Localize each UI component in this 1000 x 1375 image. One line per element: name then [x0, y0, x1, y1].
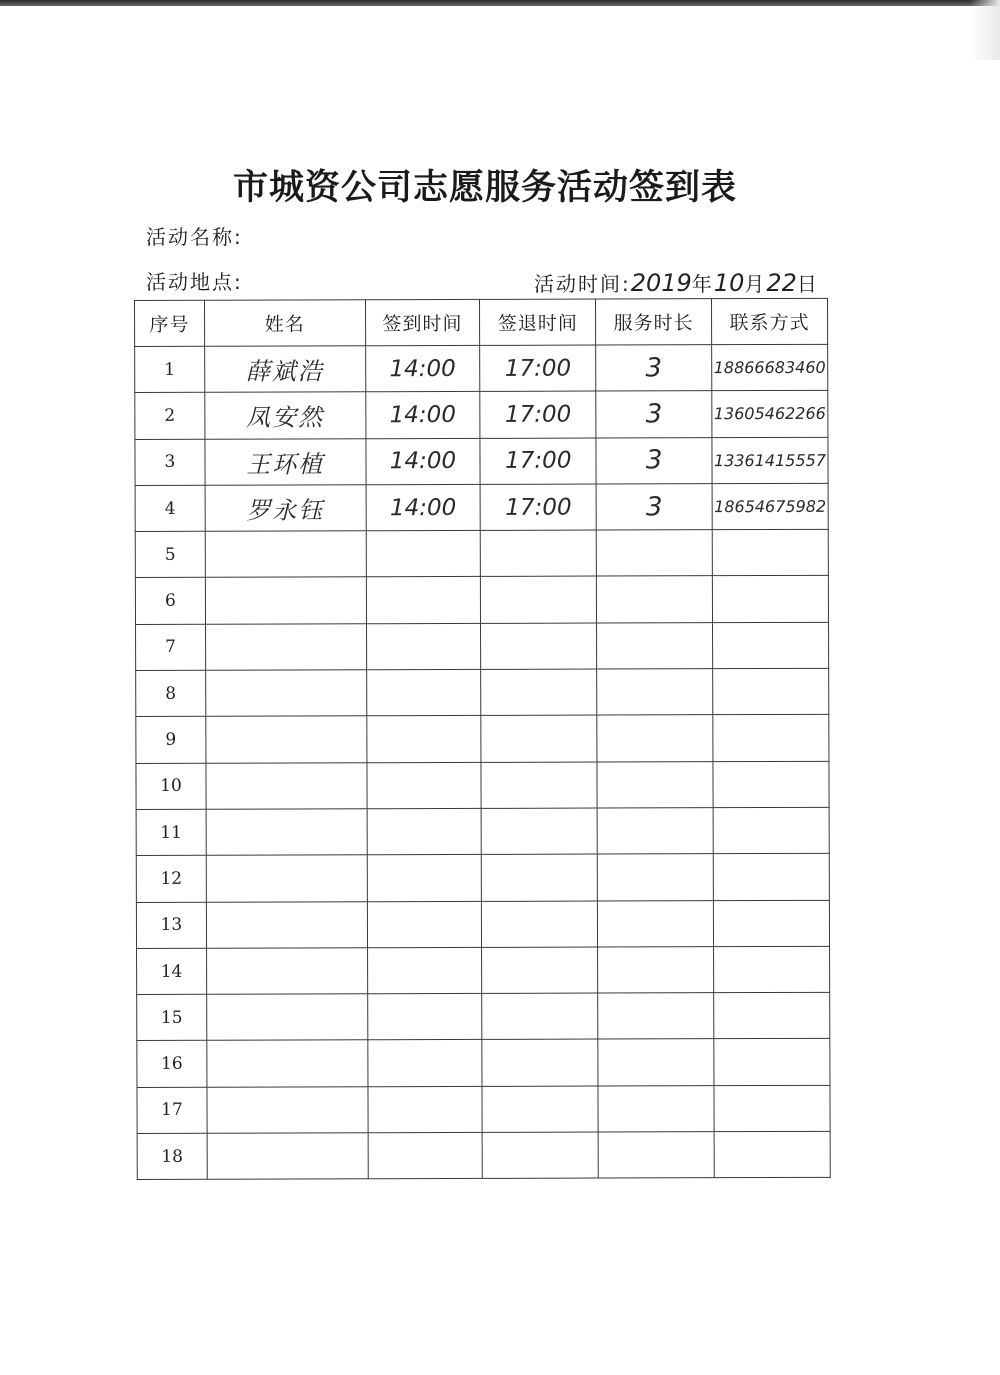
cell-no: 7: [136, 624, 206, 671]
cell-phone: [714, 1085, 830, 1132]
scan-edge-top: [0, 0, 1000, 6]
cell-sign-out-time: [481, 762, 597, 809]
cell-name-signature: [207, 994, 368, 1041]
cell-name-signature: 王环植: [205, 438, 366, 485]
activity-time: [534, 268, 819, 297]
cell-sign-in-time: 14:00: [365, 392, 480, 439]
cell-service-hours: [597, 854, 713, 901]
date-day-unit: 日: [796, 272, 819, 296]
cell-service-hours: [598, 993, 714, 1040]
table-row: [136, 807, 829, 855]
cell-phone: [712, 622, 828, 669]
table-row: [137, 1039, 830, 1087]
cell-service-hours: [596, 530, 712, 577]
cell-no: 4: [135, 485, 205, 532]
cell-no: 15: [137, 994, 207, 1041]
cell-name-signature: [206, 948, 367, 995]
cell-name-signature: [206, 855, 367, 902]
cell-sign-out-time: [482, 901, 598, 948]
cell-phone: [713, 668, 829, 715]
table-row: [137, 992, 830, 1040]
cell-service-hours: 3: [596, 345, 712, 392]
cell-service-hours: [598, 947, 714, 994]
cell-service-hours: 3: [596, 437, 712, 484]
date-year: 2019: [630, 269, 692, 297]
cell-sign-in-time: [367, 855, 482, 902]
date-year-unit: 年: [691, 272, 714, 296]
table-row: [137, 1085, 830, 1133]
cell-sign-out-time: [482, 1132, 598, 1179]
cell-no: 3: [135, 439, 205, 486]
cell-sign-in-time: [366, 623, 481, 670]
cell-service-hours: [598, 900, 714, 947]
table-row: [136, 761, 829, 809]
table-row: [136, 622, 829, 670]
cell-sign-in-time: 14:00: [365, 438, 480, 485]
cell-no: 18: [137, 1133, 207, 1180]
cell-phone: [713, 854, 829, 901]
cell-phone: [714, 992, 830, 1039]
cell-phone: 13605462266: [712, 391, 828, 438]
cell-sign-out-time: [481, 577, 597, 624]
cell-sign-in-time: 14:00: [366, 484, 481, 531]
cell-service-hours: [597, 715, 713, 762]
document-title: 市城资公司志愿服务活动签到表: [232, 167, 737, 208]
table-row: [137, 1131, 830, 1179]
cell-name-signature: [205, 624, 366, 671]
cell-sign-out-time: [482, 854, 598, 901]
cell-phone: 13361415557: [712, 437, 828, 484]
date-month-unit: 月: [744, 272, 767, 296]
cell-no: 2: [135, 393, 205, 440]
cell-service-hours: [597, 669, 713, 716]
cell-sign-in-time: 14:00: [365, 345, 480, 392]
cell-sign-in-time: [366, 577, 481, 624]
table-row: [135, 576, 828, 624]
table-row: [135, 437, 828, 485]
cell-sign-out-time: [481, 530, 597, 577]
cell-sign-out-time: 17:00: [480, 484, 596, 531]
table-header-row: [135, 298, 828, 346]
table-row: [136, 715, 829, 763]
cell-sign-out-time: [481, 808, 597, 855]
cell-name-signature: [206, 716, 367, 763]
cell-sign-in-time: [367, 901, 482, 948]
cell-phone: [712, 576, 828, 623]
date-day: 22: [766, 269, 797, 297]
header-hours: 服务时长: [596, 299, 712, 345]
cell-no: 1: [135, 346, 205, 393]
cell-no: 16: [137, 1041, 207, 1088]
cell-sign-in-time: [367, 947, 482, 994]
cell-phone: 18654675982: [712, 483, 828, 530]
cell-no: 9: [136, 717, 206, 764]
cell-no: 14: [137, 948, 207, 995]
cell-name-signature: [206, 762, 367, 809]
cell-no: 17: [137, 1087, 207, 1134]
table-row: [135, 344, 828, 392]
cell-service-hours: 3: [596, 484, 712, 531]
cell-name-signature: [206, 901, 367, 948]
date-month: 10: [713, 269, 745, 297]
cell-no: 8: [136, 670, 206, 717]
cell-sign-out-time: 17:00: [480, 391, 596, 438]
cell-phone: [714, 1039, 830, 1086]
cell-name-signature: [207, 1087, 368, 1134]
cell-phone: [713, 946, 829, 993]
cell-service-hours: [597, 576, 713, 623]
cell-service-hours: [598, 1132, 714, 1179]
cell-no: 11: [136, 809, 206, 856]
cell-no: 10: [136, 763, 206, 810]
cell-sign-in-time: [366, 762, 481, 809]
cell-sign-in-time: [366, 669, 481, 716]
cell-name-signature: [207, 1133, 368, 1180]
cell-phone: [713, 761, 829, 808]
table-row: [136, 900, 829, 948]
sign-in-table: [134, 298, 831, 1181]
cell-no: 12: [136, 856, 206, 903]
scan-edge-right: [970, 0, 1000, 60]
header-sign-out: 签退时间: [480, 299, 596, 345]
cell-name-signature: [205, 531, 366, 578]
cell-phone: [713, 715, 829, 762]
header-sign-in: 签到时间: [365, 299, 480, 345]
table-row: [136, 668, 829, 716]
cell-service-hours: 3: [596, 391, 712, 438]
cell-name-signature: [205, 577, 366, 624]
cell-service-hours: [598, 1039, 714, 1086]
table-row: [137, 946, 830, 994]
cell-sign-out-time: [482, 947, 598, 994]
cell-name-signature: 罗永钰: [205, 485, 366, 532]
cell-sign-out-time: 17:00: [480, 345, 596, 392]
cell-sign-in-time: [367, 1086, 482, 1133]
cell-sign-in-time: [366, 716, 481, 763]
activity-place-label: 活动地点:: [146, 270, 243, 294]
header-phone: 联系方式: [711, 298, 827, 344]
header-no: 序号: [135, 300, 205, 346]
cell-phone: [713, 900, 829, 947]
header-name: 姓名: [204, 300, 365, 347]
cell-phone: [714, 1131, 830, 1178]
cell-sign-in-time: [367, 808, 482, 855]
cell-no: 13: [136, 902, 206, 949]
cell-phone: 18866683460: [712, 344, 828, 391]
cell-sign-out-time: 17:00: [480, 438, 596, 485]
cell-sign-out-time: [482, 1039, 598, 1086]
activity-name-label: 活动名称:: [146, 225, 243, 249]
cell-sign-in-time: [367, 994, 482, 1041]
cell-name-signature: 薛斌浩: [205, 346, 366, 393]
cell-service-hours: [598, 1085, 714, 1132]
table-row: [135, 391, 828, 439]
table-row: [135, 530, 828, 578]
cell-sign-out-time: [481, 715, 597, 762]
cell-sign-out-time: [482, 1086, 598, 1133]
cell-service-hours: [597, 808, 713, 855]
cell-phone: [713, 807, 829, 854]
cell-name-signature: [207, 1040, 368, 1087]
cell-sign-out-time: [482, 993, 598, 1040]
cell-name-signature: [206, 809, 367, 856]
activity-time-label: 活动时间:: [534, 272, 631, 296]
table-row: [135, 483, 828, 531]
table-row: [136, 854, 829, 902]
cell-no: 6: [135, 578, 205, 625]
cell-sign-in-time: [367, 1040, 482, 1087]
cell-no: 5: [135, 531, 205, 578]
cell-service-hours: [597, 761, 713, 808]
cell-name-signature: 凤安然: [205, 392, 366, 439]
cell-sign-out-time: [481, 623, 597, 670]
cell-service-hours: [597, 622, 713, 669]
cell-name-signature: [206, 670, 367, 717]
cell-sign-in-time: [366, 531, 481, 578]
cell-phone: [712, 530, 828, 577]
cell-sign-in-time: [368, 1132, 483, 1179]
cell-sign-out-time: [481, 669, 597, 716]
